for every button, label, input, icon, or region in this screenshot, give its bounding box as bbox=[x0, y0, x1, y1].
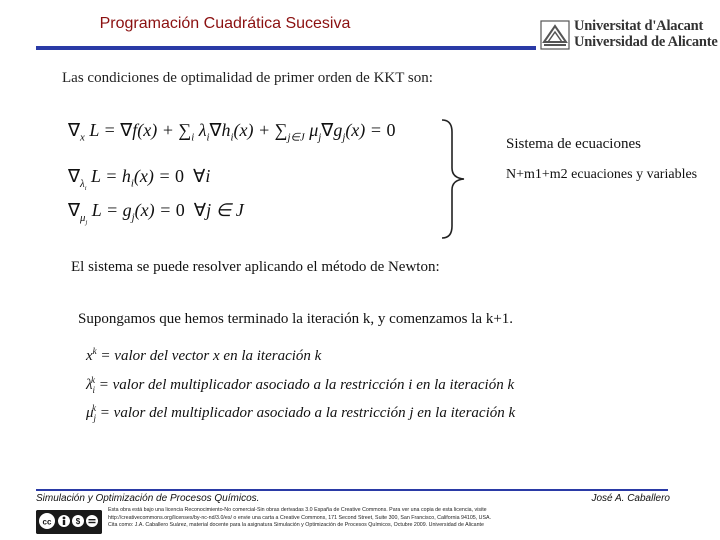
license-line-3: Cita como: J.A. Caballero Suárez, material docente para la asignatura Simulación y Optimización de Procesos Químicos, Octubre 2009. Universidad de Alicante bbox=[108, 522, 484, 529]
newton-method-text: El sistema se puede resolver aplicando el método de Newton: bbox=[71, 259, 440, 275]
definition-text: = valor del multiplicador asociado a la restricción i en la iteración k bbox=[98, 377, 515, 393]
author-name: José A. Caballero bbox=[591, 493, 670, 504]
license-line-1: Esta obra está bajo una licencia Reconocimiento-No comercial-Sin obras derivadas 3.0 España de Creative Commons. Para ver una copia de esta licencia, visite bbox=[108, 507, 487, 513]
slide-title: Programación Cuadrática Sucesiva bbox=[99, 15, 351, 32]
definition-x-k: $x^k$ = valor del vector x en la iteración k bbox=[86, 346, 322, 364]
definition-text: = valor del vector x en la iteración k bbox=[100, 348, 322, 364]
iteration-assumption-text: Supongamos que hemos terminado la iteración k, y comenzamos la k+1. bbox=[78, 311, 514, 327]
university-logo bbox=[540, 18, 716, 52]
definition-text: = valor del multiplicador asociado a la restricción j en la iteración k bbox=[99, 405, 516, 421]
kkt-equation-gradient-lambda: $\nabla_{\lambda_i}$ $L = h_i(x) = 0$ ∀i bbox=[68, 166, 211, 192]
equation-brace bbox=[438, 118, 478, 240]
kkt-equation-gradient-x: $\nabla_x$ $L = \nabla f(x) + \sum_i$ $\lambda_i\nabla h_i(x) + \sum_{j\in J}$ $\mu_j\nabla g_j(x) = 0$ bbox=[68, 120, 396, 144]
license-line-2: http://creativecommons.org/licenses/by-nc-nd/3.0/es/ o envie una carta a Creative Commons, 171 Second Street, Suite 300, San Francisco, California 94105, USA. bbox=[108, 514, 492, 521]
footer-rule bbox=[36, 489, 668, 491]
kkt-equation-gradient-mu: $\nabla_{\mu_j}$ $L = g_j(x) = 0$ ∀j ∈ J bbox=[68, 200, 244, 226]
logo-line-2: Universidad de Alicante bbox=[574, 34, 718, 50]
kkt-intro-text: Las condiciones de optimalidad de primer orden de KKT son: bbox=[62, 70, 433, 86]
header-rule bbox=[36, 46, 536, 50]
logo-text bbox=[574, 18, 718, 50]
definition-mu-k: $\mu_j^k$ = valor del multiplicador asociado a la restricción j en la iteración k bbox=[86, 403, 516, 423]
side-note-system: Sistema de ecuaciones bbox=[506, 136, 641, 152]
side-note-count: N+m1+m2 ecuaciones y variables bbox=[506, 167, 698, 182]
course-name: Simulación y Optimización de Procesos Químicos. bbox=[36, 493, 260, 504]
svg-text:cc: cc bbox=[42, 517, 52, 527]
university-emblem-icon bbox=[540, 20, 570, 50]
svg-text:$: $ bbox=[75, 517, 81, 526]
logo-line-1: Universitat d'Alacant bbox=[574, 18, 704, 34]
license-text bbox=[108, 507, 708, 530]
creative-commons-icon bbox=[36, 510, 102, 534]
definition-lambda-k: $\lambda_i^k$ = valor del multiplicador asociado a la restricción i en la iteración k bbox=[86, 375, 515, 395]
